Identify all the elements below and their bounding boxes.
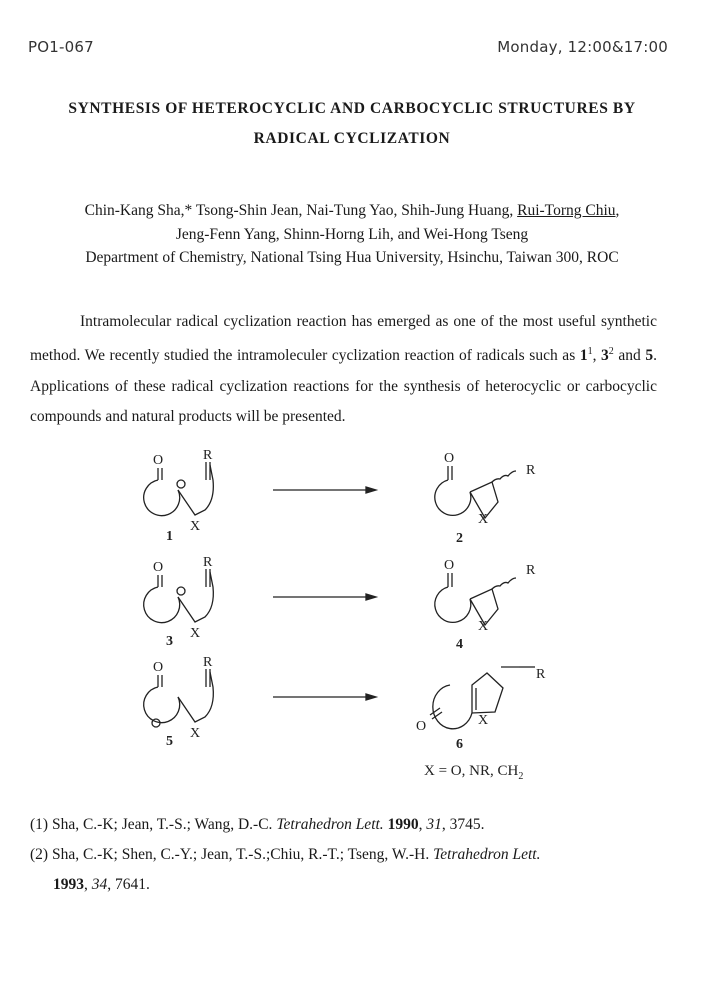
atom-label: X: [478, 713, 489, 728]
comma: ,: [615, 202, 620, 219]
reaction-arrow: [273, 594, 376, 600]
atom-label: R: [203, 555, 213, 570]
presenting-author: Rui-Torng Chiu: [517, 202, 616, 219]
atom-label: X: [478, 619, 489, 634]
atom-label: X: [190, 626, 201, 641]
x-definition: X = O, NR, $CH_2$: [424, 763, 524, 782]
atom-label: X: [190, 726, 201, 741]
abstract-paragraph: [30, 307, 657, 432]
reference-2-cont: 1993, 34, 7641.: [53, 876, 150, 893]
sep: ,: [592, 347, 602, 365]
atom-label: O: [444, 451, 455, 466]
authors-text: Chin-Kang Sha,* Tsong-Shin Jean, Nai-Tung Yao, Shih-Jung Huang,: [84, 202, 518, 219]
compound-number: 6: [456, 737, 463, 752]
compound-number: 5: [166, 734, 173, 749]
atom-label: R: [536, 667, 546, 682]
reference-1: (1) Sha, C.-K; Jean, T.-S.; Wang, D.-C. Tetrahedron Lett. 1990, 31, 3745.: [30, 816, 485, 833]
atom-label: R: [526, 563, 536, 578]
atom-label: X: [190, 519, 201, 534]
authors-line-1: [0, 202, 704, 220]
title-line-2: RADICAL CYCLIZATION: [253, 130, 451, 147]
citation: 2: [608, 346, 614, 358]
reaction-scheme: [0, 440, 704, 790]
compound-ref: 5: [645, 347, 654, 365]
compound-number: 1: [166, 529, 173, 544]
atom-label: R: [526, 463, 536, 478]
reference-2: (2) Sha, C.-K; Shen, C.-Y.; Jean, T.-S.;Chiu, R.-T.; Tseng, W.-H. Tetrahedron Lett.: [30, 846, 541, 863]
structure-reactant: [144, 462, 214, 516]
authors-line-2: Jeng-Fenn Yang, Shinn-Horng Lih, and Wei-Hong Tseng: [175, 226, 529, 243]
reaction-arrow: [273, 487, 376, 493]
abstract-code: PO1-067: [28, 38, 94, 56]
compound-ref: 1: [579, 347, 588, 365]
atom-label: O: [444, 558, 455, 573]
atom-label: O: [153, 660, 164, 675]
atom-label: X: [478, 512, 489, 527]
abstract-text: Intramolecular radical cyclization reaction has emerged as one of the most useful synthetic method. We recently studied the intramoleculer cyclization reaction of radicals such as: [30, 313, 657, 365]
compound-number: 4: [456, 637, 463, 652]
atom-label: R: [203, 448, 213, 463]
sep: and: [613, 347, 646, 365]
compound-ref: 3: [601, 347, 609, 365]
title-line-1: SYNTHESIS OF HETEROCYCLIC AND CARBOCYCLIC STRUCTURES BY: [68, 100, 636, 117]
reaction-arrow: [273, 694, 376, 700]
atom-label: O: [153, 560, 164, 575]
compound-number: 3: [166, 634, 173, 649]
atom-label: O: [416, 719, 427, 734]
compound-number: 2: [456, 531, 463, 546]
atom-label: O: [153, 453, 164, 468]
abstract-text: . Applications of these radical cyclization reactions for the synthesis of heterocyclic or carbocyclic compounds and natural products will be presented.: [30, 347, 657, 426]
structure-product: [435, 466, 516, 518]
session-time: Monday, 12:00&17:00: [497, 38, 668, 56]
citation: 1: [587, 346, 593, 358]
affiliation: Department of Chemistry, National Tsing Hua University, Hsinchu, Taiwan 300, ROC: [85, 249, 619, 266]
atom-label: R: [203, 655, 213, 670]
